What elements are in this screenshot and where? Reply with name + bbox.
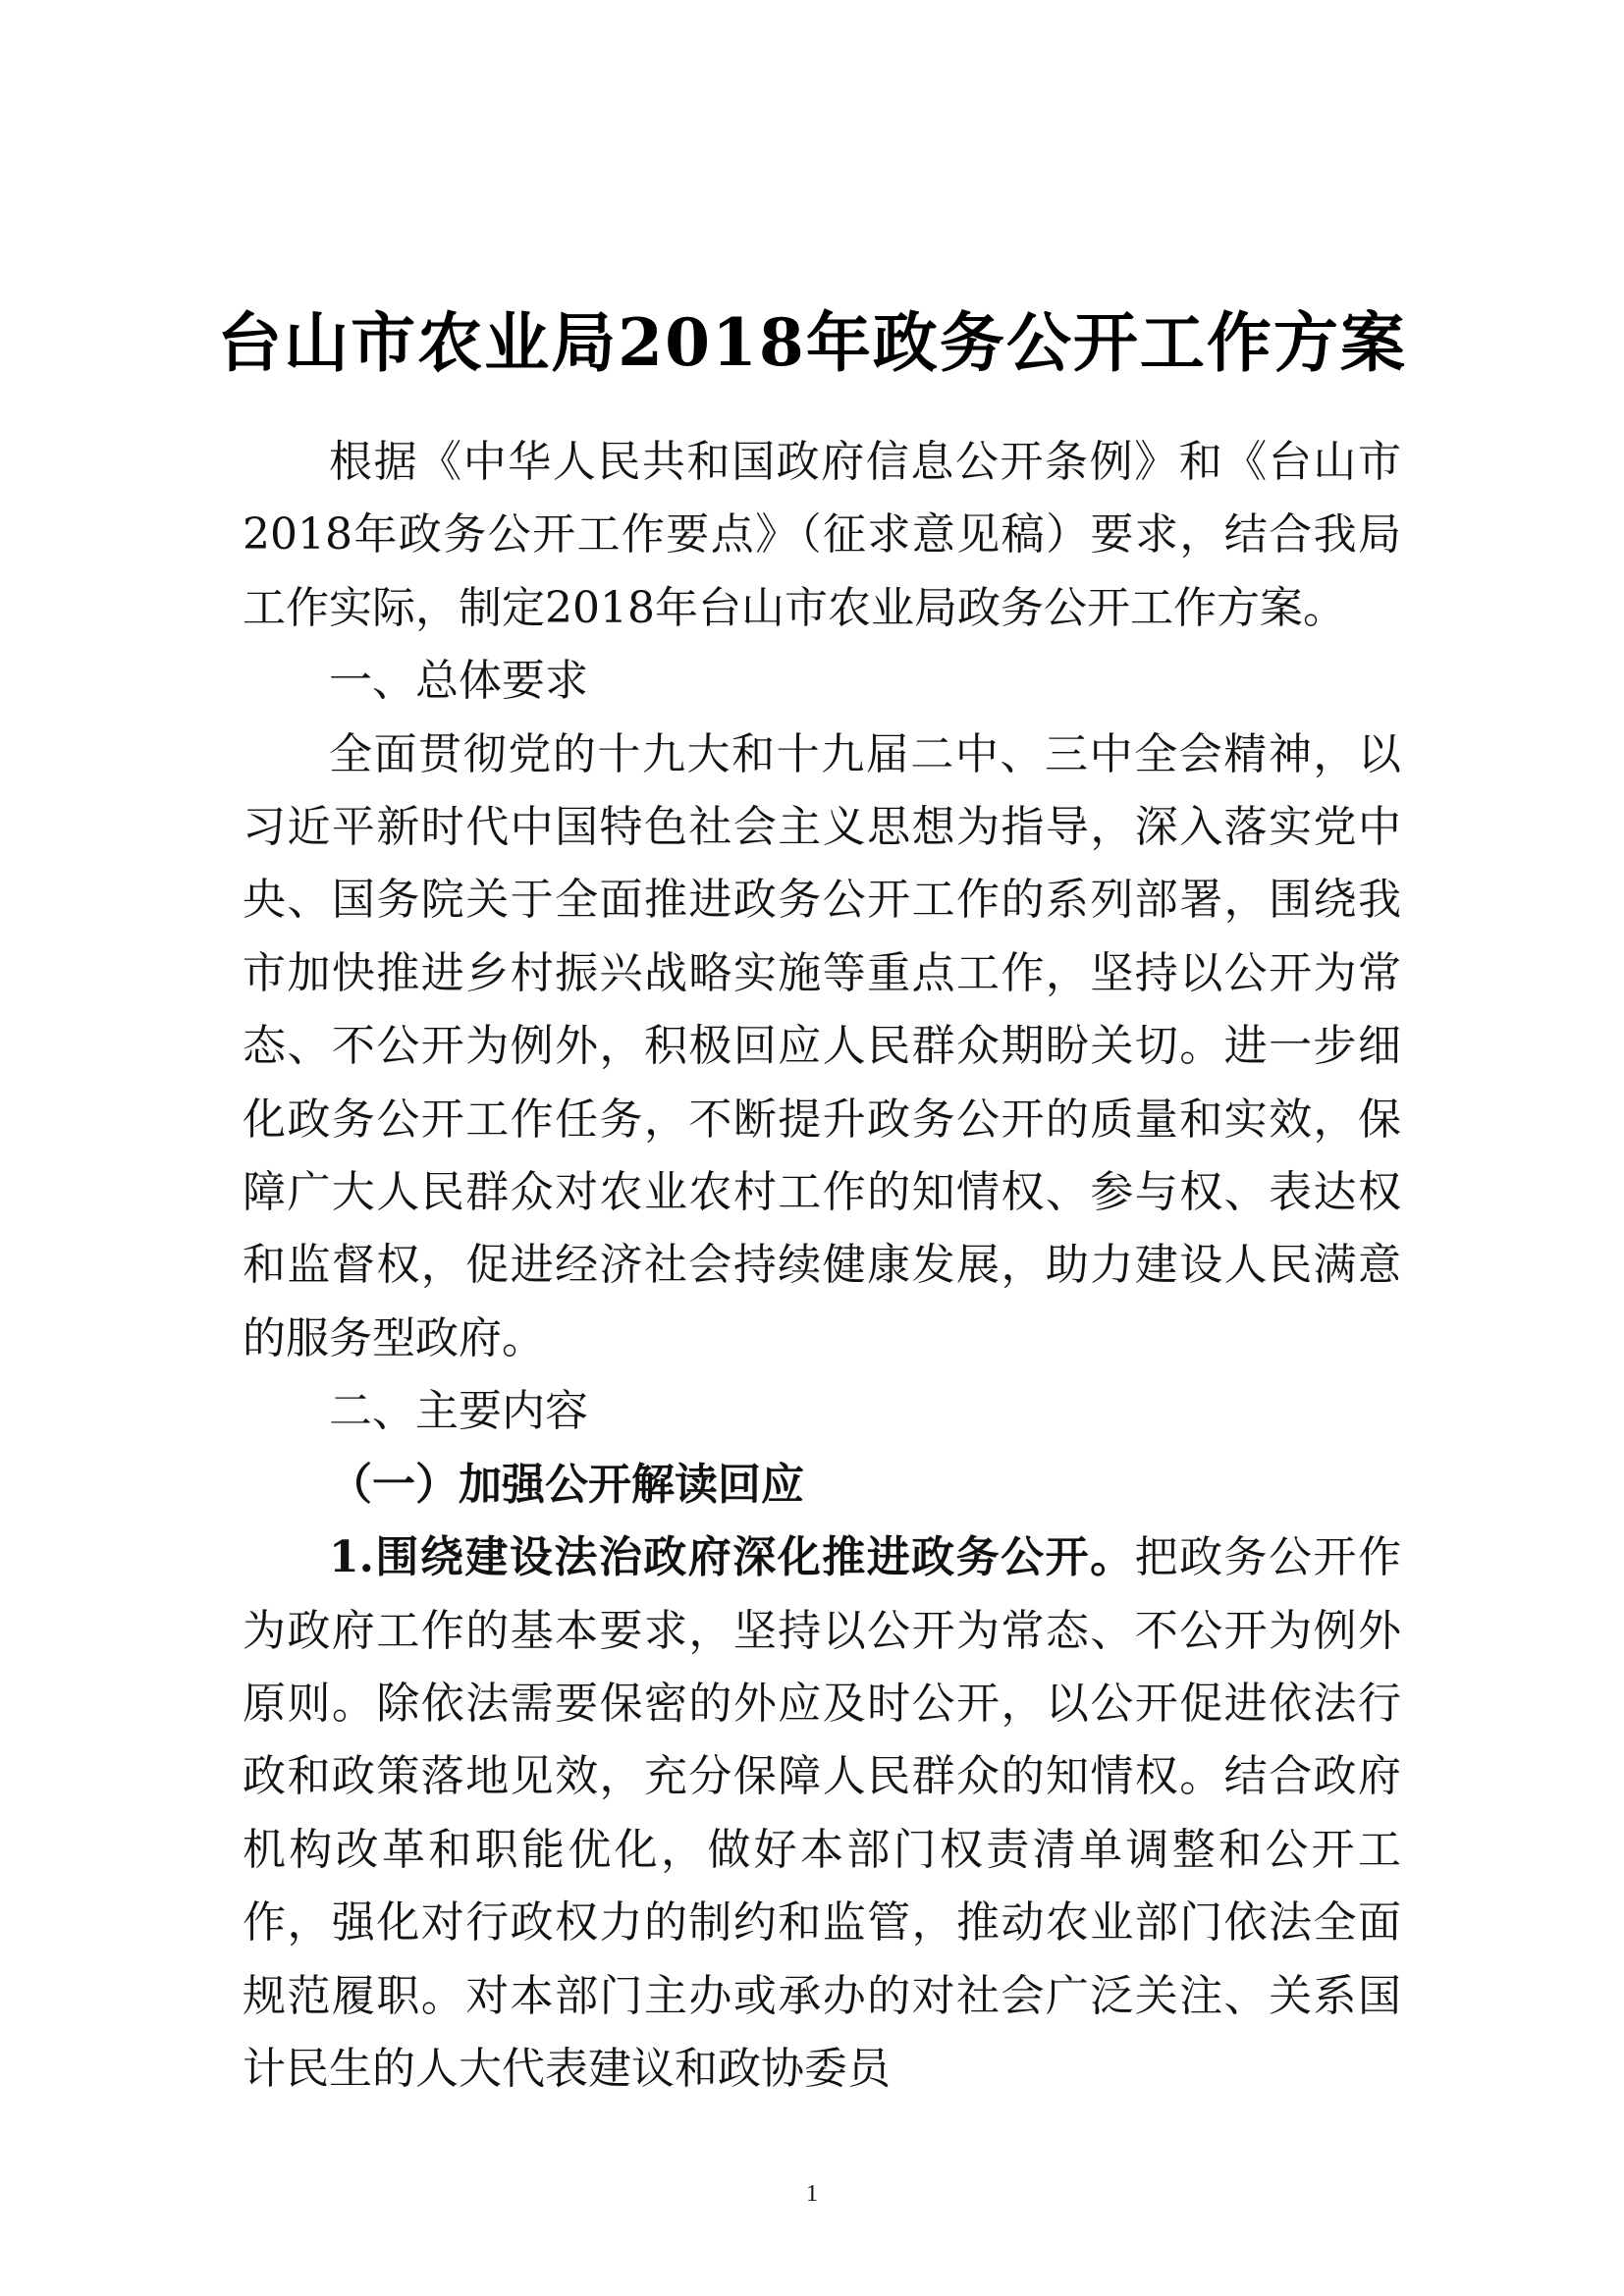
item-1-lead: 1.围绕建设法治政府深化推进政务公开。 xyxy=(329,1532,1135,1583)
item-1-body: 把政务公开作为政府工作的基本要求，坚持以公开为常态、不公开为例外原则。除依法需要保密的外应及时公开，以公开促进依法行政和政策落地见效，充分保障人民群众的知情权。结合政府机构改革和职能优化，做好本部门权责清单调整和公开工作，强化对行政权力的制约和监管，推动农业部门依法全面规范履职。对本部门主办或承办的对社会广泛关注、关系国计民生的人大代表建议和政协委员 xyxy=(243,1532,1401,2094)
intro-paragraph: 根据《中华人民共和国政府信息公开条例》和《台山市2018年政务公开工作要点》（征求意见稿）要求，结合我局工作实际，制定2018年台山市农业局政务公开工作方案。 xyxy=(243,437,1401,633)
page-number: 1 xyxy=(806,2181,818,2207)
general-requirements-paragraph: 全面贯彻党的十九大和十九届二中、三中全会精神，以习近平新时代中国特色社会主义思想为指导，深入落实党中央、国务院关于全面推进政务公开工作的系列部署，围绕我市加快推进乡村振兴战略实施等重点工作，坚持以公开为常态、不公开为例外，积极回应人民群众期盼关切。进一步细化政务公开工作任务，不断提升政务公开的质量和实效，保障广大人民群众对农业农村工作的知情权、参与权、表达权和监督权，促进经济社会持续健康发展，助力建设人民满意的服务型政府。 xyxy=(243,728,1401,1363)
section-heading-main-content: 二、主要内容 xyxy=(329,1386,588,1437)
document-title: 台山市农业局2018年政务公开工作方案 xyxy=(217,304,1407,381)
item-1-paragraph xyxy=(243,1522,1401,2106)
document-body xyxy=(243,426,1401,2106)
subsection-heading-disclosure: （一）加强公开解读回应 xyxy=(329,1459,804,1510)
section-heading-general-requirements: 一、总体要求 xyxy=(329,656,588,707)
